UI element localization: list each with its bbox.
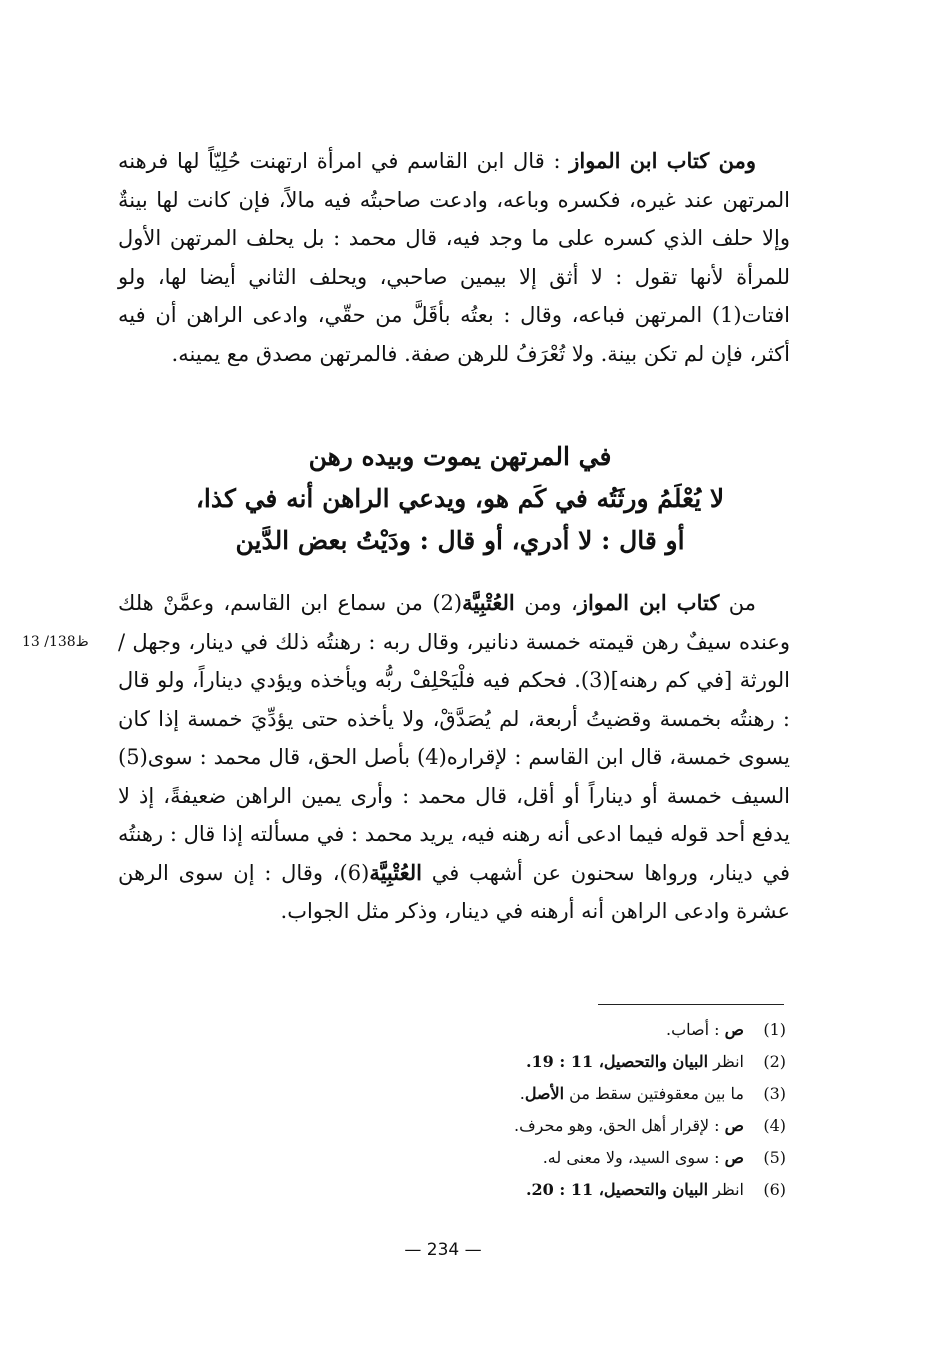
footnote-lead: ص — [724, 1116, 744, 1135]
footnote-source: البيان والتحصيل — [603, 1180, 709, 1199]
footnote-number: (6) — [763, 1180, 786, 1199]
footnotes — [380, 1014, 786, 1206]
footnote-source: الأصل — [524, 1084, 565, 1103]
paragraph-section-2 — [118, 584, 790, 931]
footnote-item — [380, 1078, 786, 1110]
footnote-rest: : لإقرار أهل الحق، وهو محرف. — [513, 1116, 725, 1135]
footnote-lead: ما بين معقوفتين سقط من — [564, 1084, 744, 1103]
manuscript-folio-reference: 13 /138ظ — [22, 634, 89, 650]
footnote-text — [514, 1110, 744, 1142]
section-heading — [150, 436, 770, 562]
footnote-divider — [598, 1004, 784, 1005]
footnote-number: (1) — [763, 1020, 786, 1039]
heading-line-3: أو قال : لا أدري، أو قال : ودَيْتُ بعض الدَّين — [235, 526, 685, 555]
footnote-item — [380, 1110, 786, 1142]
footnote-lead: ص — [724, 1148, 744, 1167]
text-segment: ، ومن — [514, 591, 578, 615]
source-title: العُتْبِيَّة — [369, 859, 422, 885]
footnote-item — [380, 1014, 786, 1046]
footnote-item — [380, 1142, 786, 1174]
footnote-number: (3) — [763, 1084, 786, 1103]
paragraph-text — [118, 584, 790, 931]
footnote-number: (2) — [763, 1052, 786, 1071]
text-segment: من — [719, 591, 757, 615]
footnote-lead: انظر — [708, 1052, 744, 1071]
footnote-rest: : سوى السيد، ولا معنى له. — [542, 1148, 725, 1167]
paragraph-body: : قال ابن القاسم في امرأة ارتهنت حُلِيّاً لها فرهنه المرتهن عند غيره، فكسره وباعه، وادعت صاحبتُه فيه مالاً، فإن كانت لها بينةٌ وإلا حلف الذي كسره على ما وجد فيه، قال محمد : بل يحلف المرتهن الأول للمرأة لأنها تقول : لا أثق إلا بيمين صاحبي، ويحلف الثاني أيضا لها، ولو افتات(1) المرتهن فباعه، وقال : بعتُه بأقَلَّ من حقّي، وادعى الراهن أن فيه أكثر، فإن لم تكن بينة. ولا تُعْرَفُ للرهن صفة. فالمرتهن مصدق مع يمينه. — [118, 149, 790, 366]
source-title: العُتْبِيَّة — [462, 590, 515, 615]
footnote-text — [520, 1078, 744, 1110]
footnote-lead: انظر — [708, 1180, 744, 1199]
heading-line-1: في المرتهن يموت وبيده رهن — [308, 442, 612, 471]
footnote-rest: : أصاب. — [666, 1020, 725, 1039]
text-segment: (2) من سماع ابن القاسم، وعمَّنْ هلك وعنده سيفٌ رهن قيمته خمسة دنانير، وقال ربه : رهنتُه ذلك في دينار، وجهل / الورثة [في كم رهنه](3). فحكم فيه فلْيَحْلِفْ ربُّه ويأخذه ويؤدي ديناراً، ولو قال : رهنتُه بخمسة وقضيتُ أربعة، لم يُصَدَّقْ، ولا يأخذه حتى يؤدِّيَ خمسة إذا كان يسوى خمسة، قال ابن القاسم : لإقراره(4) بأصل الحق، قال محمد : سوى(5) السيف خمسة أو ديناراً أو أقل، قال محمد : وأرى يمين الراهن ضعيفةً، إذ لا يدفع أحد قوله فيما ادعى أنه رهنه فيه، يريد محمد : في مسألته إذا قال : رهنتُه في دينار، ورواها سحنون عن أشهب في — [118, 591, 790, 885]
footnote-rest: . — [519, 1084, 525, 1103]
footnote-text — [543, 1142, 744, 1174]
footnote-text — [526, 1046, 744, 1078]
source-label: ومن كتاب ابن المواز — [569, 148, 756, 173]
footnote-rest: ، 11 : 19. — [525, 1052, 604, 1071]
source-title: كتاب ابن المواز — [577, 590, 720, 615]
heading-line-2: لا يُعْلَمُ ورثَتُه في كَم هو، ويدعي الراهن أنه في كذا، — [195, 484, 725, 513]
text-segment: (6)، وقال : إن سوى الرهن عشرة وادعى الراهن أنه أرهنه في دينار، وذكر مثل الجواب. — [118, 860, 790, 923]
page-number: — 234 — — [404, 1240, 482, 1260]
footnote-text — [526, 1174, 744, 1206]
footnote-rest: ، 11 : 20. — [525, 1180, 604, 1199]
footnote-lead: ص — [724, 1020, 744, 1039]
footnote-number: (5) — [763, 1148, 786, 1167]
footnote-text — [666, 1014, 744, 1046]
paragraph-ibn-al-mawaz — [118, 142, 790, 373]
footnote-source: البيان والتحصيل — [603, 1052, 709, 1071]
footnote-item — [380, 1174, 786, 1206]
footnote-number: (4) — [763, 1116, 786, 1135]
paragraph-text — [118, 142, 790, 373]
footnote-item — [380, 1046, 786, 1078]
